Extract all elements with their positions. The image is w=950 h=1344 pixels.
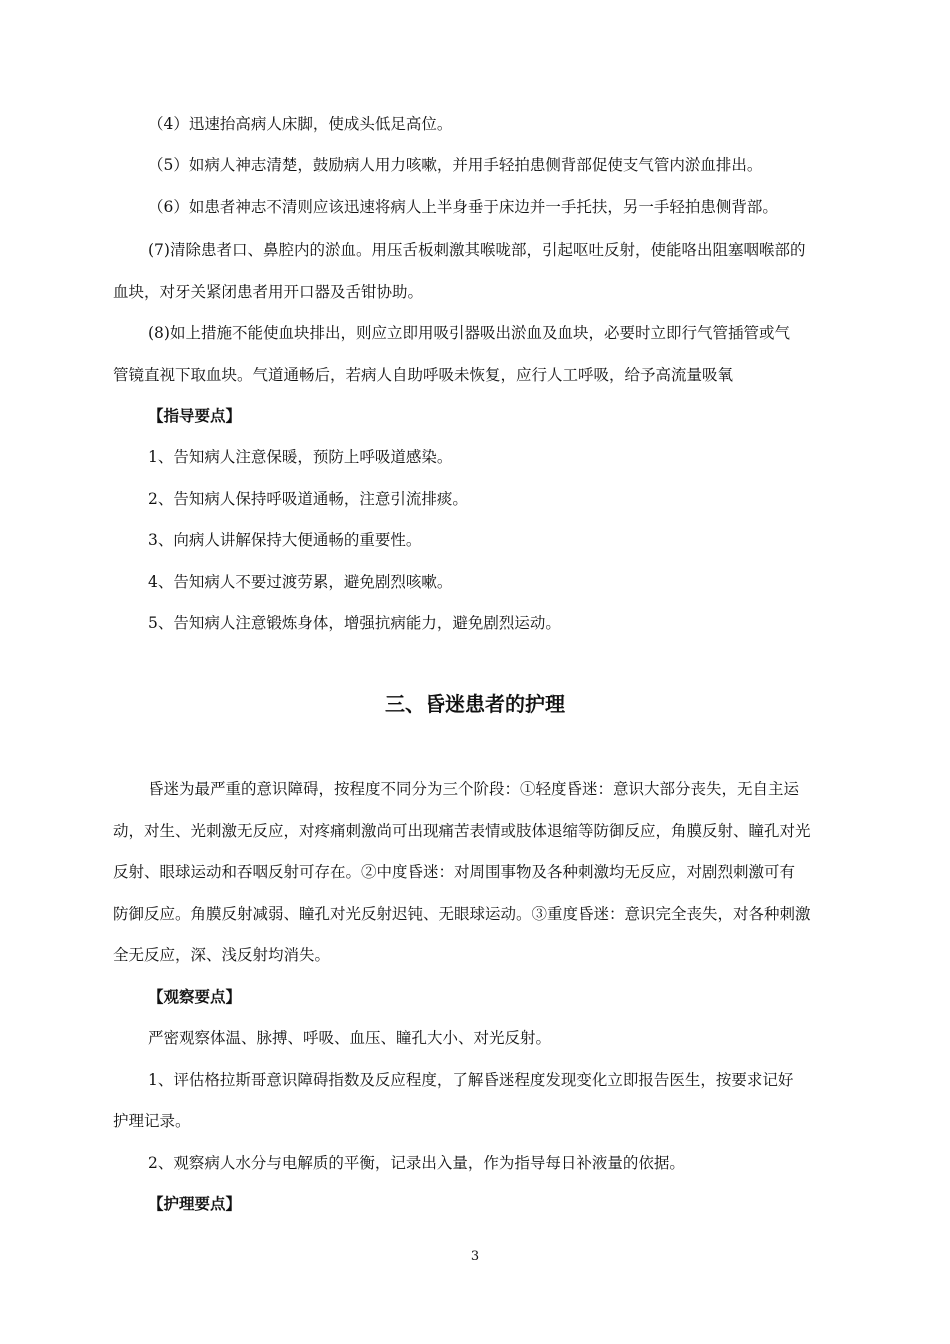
nursing-heading: 【护理要点】 [148,1194,242,1213]
observation-item-2: 2、观察病人水分与电解质的平衡，记录出入量，作为指导每日补液量的依据。 [148,1154,685,1172]
section-title: 三、昏迷患者的护理 [385,692,565,716]
guidance-item-3: 3、向病人讲解保持大便通畅的重要性。 [148,531,422,549]
guidance-item-1: 1、告知病人注意保暖，预防上呼吸道感染。 [148,448,453,466]
step-7-line2: 血块，对牙关紧闭患者用开口器及舌钳协助。 [113,283,424,301]
guidance-item-2: 2、告知病人保持呼吸道通畅，注意引流排痰。 [148,490,468,508]
guidance-item-5: 5、告知病人注意锻炼身体，增强抗病能力，避免剧烈运动。 [148,614,561,632]
step-5: （5）如病人神志清楚，鼓励病人用力咳嗽，并用手轻拍患侧背部促使支气管内淤血排出。 [148,156,763,174]
step-6: （6）如患者神志不清则应该迅速将病人上半身垂于床边并一手托扶，另一手轻拍患侧背部。 [148,198,778,216]
observation-item-1-line1: 1、评估格拉斯哥意识障碍指数及反应程度，了解昏迷程度发现变化立即报告医生，按要求记好 [148,1071,794,1089]
intro-line-5: 全无反应，深、浅反射均消失。 [113,946,331,964]
intro-line-3: 反射、眼球运动和吞咽反射可存在。②中度昏迷：对周围事物及各种刺激均无反应，对剧烈刺激可有 [113,863,796,881]
step-8-line1: (8)如上措施不能使血块排出，则应立即用吸引器吸出淤血及血块，必要时立即行气管插管或气 [148,324,790,342]
step-4: （4）迅速抬高病人床脚，使成头低足高位。 [148,115,453,133]
guidance-item-4: 4、告知病人不要过渡劳累，避免剧烈咳嗽。 [148,573,453,591]
page-number: 3 [470,1249,480,1264]
observation-heading: 【观察要点】 [148,987,242,1006]
intro-line-1: 昏迷为最严重的意识障碍，按程度不同分为三个阶段：①轻度昏迷：意识大部分丧失，无自主运 [148,780,800,798]
step-8-line2: 管镜直视下取血块。气道通畅后，若病人自助呼吸未恢复，应行人工呼吸，给予高流量吸氧 [113,366,734,384]
observation-item-1-line2: 护理记录。 [113,1112,191,1130]
intro-line-4: 防御反应。角膜反射减弱、瞳孔对光反射迟钝、无眼球运动。③重度昏迷：意识完全丧失，对各种刺激 [113,905,811,923]
intro-line-2: 动，对生、光刺激无反应，对疼痛刺激尚可出现痛苦表情或肢体退缩等防御反应，角膜反射、瞳孔对光 [113,822,811,840]
guidance-heading: 【指导要点】 [148,406,242,425]
step-7-line1: (7)清除患者口、鼻腔内的淤血。用压舌板刺激其喉咙部，引起呕吐反射，使能咯出阻塞咽喉部的 [148,241,806,259]
observation-line-0: 严密观察体温、脉搏、呼吸、血压、瞳孔大小、对光反射。 [148,1029,552,1047]
